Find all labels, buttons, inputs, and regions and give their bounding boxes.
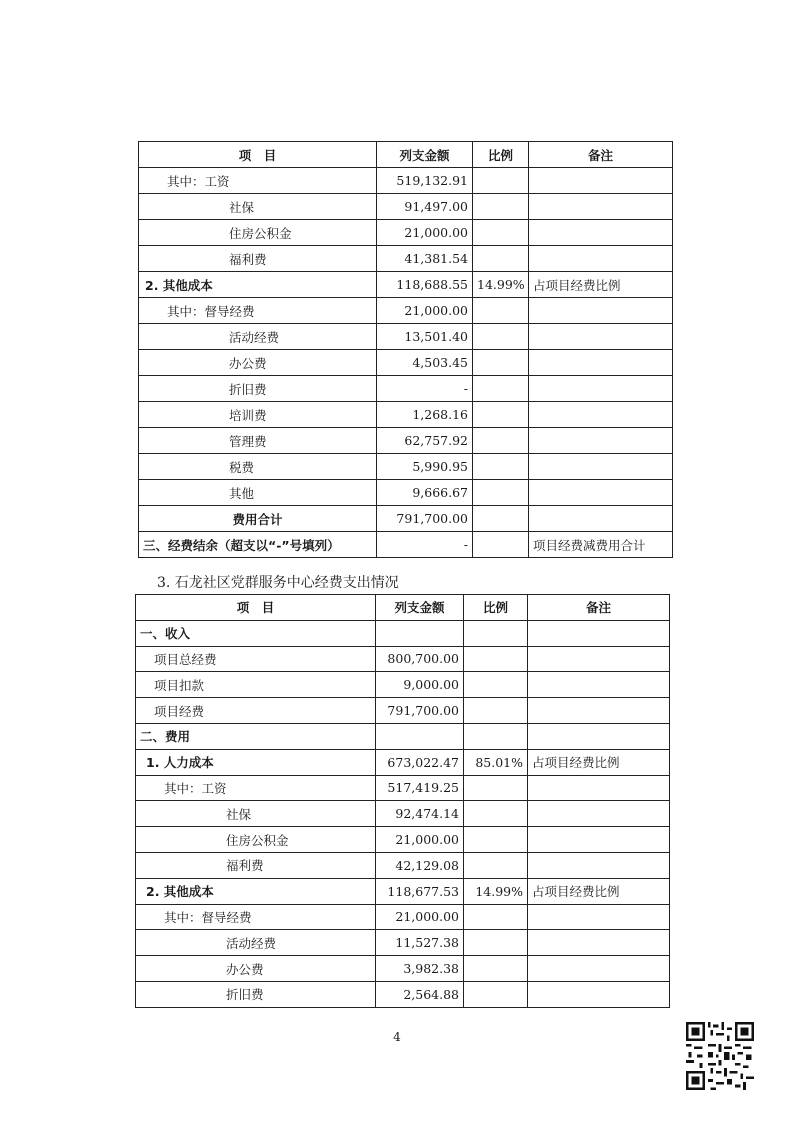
row-ratio: [473, 376, 529, 402]
table-row: [136, 698, 670, 724]
table-header-row: [139, 142, 673, 168]
table-row: [136, 827, 670, 853]
row-ratio: [473, 454, 529, 480]
expense-table-shilong: [135, 594, 670, 1008]
row-ratio: [473, 298, 529, 324]
row-amount: 791,700.00: [377, 506, 473, 532]
total-row: [139, 506, 673, 532]
table-row: [136, 749, 670, 775]
row-amount: 21,000.00: [376, 904, 464, 930]
header-amount: 列支金额: [376, 595, 464, 621]
table-row: [139, 376, 673, 402]
row-item: 2. 其他成本: [139, 272, 377, 298]
table-row: [139, 480, 673, 506]
row-amount: 21,000.00: [377, 220, 473, 246]
row-note: [528, 904, 670, 930]
row-note: [528, 775, 670, 801]
row-amount: 118,677.53: [376, 878, 464, 904]
row-note: [529, 480, 673, 506]
row-amount: 62,757.92: [377, 428, 473, 454]
row-ratio: [473, 506, 529, 532]
row-item: 其中：工资: [136, 775, 376, 801]
table-row: [136, 981, 670, 1007]
row-amount: 9,666.67: [377, 480, 473, 506]
row-amount: [376, 723, 464, 749]
row-note: [529, 168, 673, 194]
row-item: 折旧费: [136, 981, 376, 1007]
row-note: 占项目经费比例: [529, 272, 673, 298]
table-row: [136, 904, 670, 930]
row-ratio: [464, 827, 528, 853]
row-item: 三、经费结余（超支以“-”号填列）: [139, 532, 377, 558]
row-amount: 800,700.00: [376, 646, 464, 672]
row-ratio: [464, 904, 528, 930]
row-amount: 5,990.95: [377, 454, 473, 480]
row-ratio: [473, 324, 529, 350]
row-item: 住房公积金: [136, 827, 376, 853]
header-note: 备注: [528, 595, 670, 621]
row-ratio: [464, 646, 528, 672]
row-amount: 3,982.38: [376, 956, 464, 982]
row-amount: 11,527.38: [376, 930, 464, 956]
row-amount: 21,000.00: [377, 298, 473, 324]
table-row: [139, 168, 673, 194]
table-row: [136, 775, 670, 801]
row-item: 办公费: [136, 956, 376, 982]
row-item: 其中：工资: [139, 168, 377, 194]
table-row: [139, 402, 673, 428]
row-amount: 673,022.47: [376, 749, 464, 775]
row-ratio: [473, 194, 529, 220]
row-item: 培训费: [139, 402, 377, 428]
header-ratio: 比例: [473, 142, 529, 168]
row-item: 2. 其他成本: [136, 878, 376, 904]
row-item: 税费: [139, 454, 377, 480]
row-note: [528, 930, 670, 956]
row-amount: 41,381.54: [377, 246, 473, 272]
row-note: [529, 402, 673, 428]
row-note: 占项目经费比例: [528, 749, 670, 775]
row-note: 项目经费减费用合计: [529, 532, 673, 558]
table-row: [139, 298, 673, 324]
row-item: 项目总经费: [136, 646, 376, 672]
row-ratio: [464, 930, 528, 956]
row-note: [528, 801, 670, 827]
row-note: [528, 956, 670, 982]
row-note: [528, 981, 670, 1007]
row-item: 住房公积金: [139, 220, 377, 246]
row-note: [529, 246, 673, 272]
section-title: 3. 石龙社区党群服务中心经费支出情况: [157, 575, 399, 591]
table-header-row: [136, 595, 670, 621]
row-note: [528, 827, 670, 853]
row-note: [528, 672, 670, 698]
row-item: 办公费: [139, 350, 377, 376]
table-row: [136, 801, 670, 827]
row-item: 1. 人力成本: [136, 749, 376, 775]
row-note: [529, 350, 673, 376]
row-note: [528, 723, 670, 749]
row-amount: -: [377, 376, 473, 402]
row-item: 社保: [136, 801, 376, 827]
expense-table-continued: [138, 141, 673, 558]
row-note: [528, 852, 670, 878]
row-amount: 1,268.16: [377, 402, 473, 428]
row-item: 费用合计: [139, 506, 377, 532]
row-ratio: [464, 981, 528, 1007]
row-amount: 2,564.88: [376, 981, 464, 1007]
row-note: [528, 646, 670, 672]
balance-row: [139, 532, 673, 558]
row-amount: 91,497.00: [377, 194, 473, 220]
row-amount: 13,501.40: [377, 324, 473, 350]
row-note: [529, 454, 673, 480]
row-note: [529, 194, 673, 220]
row-amount: 791,700.00: [376, 698, 464, 724]
row-item: 一、收入: [136, 620, 376, 646]
row-ratio: [473, 532, 529, 558]
row-item: 折旧费: [139, 376, 377, 402]
row-item: 福利费: [136, 852, 376, 878]
row-item: 其中：督导经费: [139, 298, 377, 324]
qr-code-icon: [686, 1022, 754, 1090]
row-item: 福利费: [139, 246, 377, 272]
row-note: [528, 698, 670, 724]
table-row: [136, 646, 670, 672]
row-ratio: 14.99%: [464, 878, 528, 904]
row-item: 其他: [139, 480, 377, 506]
row-amount: 517,419.25: [376, 775, 464, 801]
row-ratio: [464, 620, 528, 646]
row-note: [529, 376, 673, 402]
row-item: 二、费用: [136, 723, 376, 749]
table-row: [139, 272, 673, 298]
row-item: 其中：督导经费: [136, 904, 376, 930]
row-amount: 9,000.00: [376, 672, 464, 698]
table-row: [136, 956, 670, 982]
row-ratio: [464, 672, 528, 698]
header-amount: 列支金额: [377, 142, 473, 168]
row-ratio: 85.01%: [464, 749, 528, 775]
row-ratio: [473, 168, 529, 194]
header-item: 项 目: [136, 595, 376, 621]
row-item: 社保: [139, 194, 377, 220]
table-row: [139, 454, 673, 480]
row-ratio: [473, 480, 529, 506]
table-row: [136, 878, 670, 904]
header-ratio: 比例: [464, 595, 528, 621]
row-item: 项目经费: [136, 698, 376, 724]
row-item: 管理费: [139, 428, 377, 454]
table-row: [139, 246, 673, 272]
row-amount: 118,688.55: [377, 272, 473, 298]
row-ratio: [473, 220, 529, 246]
table-row: [136, 852, 670, 878]
row-amount: 4,503.45: [377, 350, 473, 376]
table-row: [139, 220, 673, 246]
row-amount: [376, 620, 464, 646]
row-note: [529, 220, 673, 246]
row-item: 活动经费: [139, 324, 377, 350]
row-ratio: [464, 801, 528, 827]
row-ratio: [473, 428, 529, 454]
row-amount: -: [377, 532, 473, 558]
row-note: 占项目经费比例: [528, 878, 670, 904]
row-amount: 21,000.00: [376, 827, 464, 853]
row-note: [529, 298, 673, 324]
row-ratio: 14.99%: [473, 272, 529, 298]
table-row: [139, 324, 673, 350]
table-row: [136, 620, 670, 646]
table-row: [139, 350, 673, 376]
row-ratio: [464, 723, 528, 749]
row-ratio: [464, 956, 528, 982]
row-ratio: [473, 350, 529, 376]
header-item: 项 目: [139, 142, 377, 168]
table-row: [136, 723, 670, 749]
table-row: [136, 930, 670, 956]
table-row: [139, 428, 673, 454]
row-note: [529, 324, 673, 350]
row-ratio: [473, 246, 529, 272]
row-note: [529, 428, 673, 454]
row-item: 项目扣款: [136, 672, 376, 698]
row-ratio: [464, 775, 528, 801]
row-item: 活动经费: [136, 930, 376, 956]
row-ratio: [473, 402, 529, 428]
table-row: [139, 194, 673, 220]
row-note: [529, 506, 673, 532]
row-ratio: [464, 698, 528, 724]
row-ratio: [464, 852, 528, 878]
row-amount: 92,474.14: [376, 801, 464, 827]
page-number: 4: [393, 1030, 401, 1044]
row-amount: 42,129.08: [376, 852, 464, 878]
table-row: [136, 672, 670, 698]
row-amount: 519,132.91: [377, 168, 473, 194]
header-note: 备注: [529, 142, 673, 168]
row-note: [528, 620, 670, 646]
